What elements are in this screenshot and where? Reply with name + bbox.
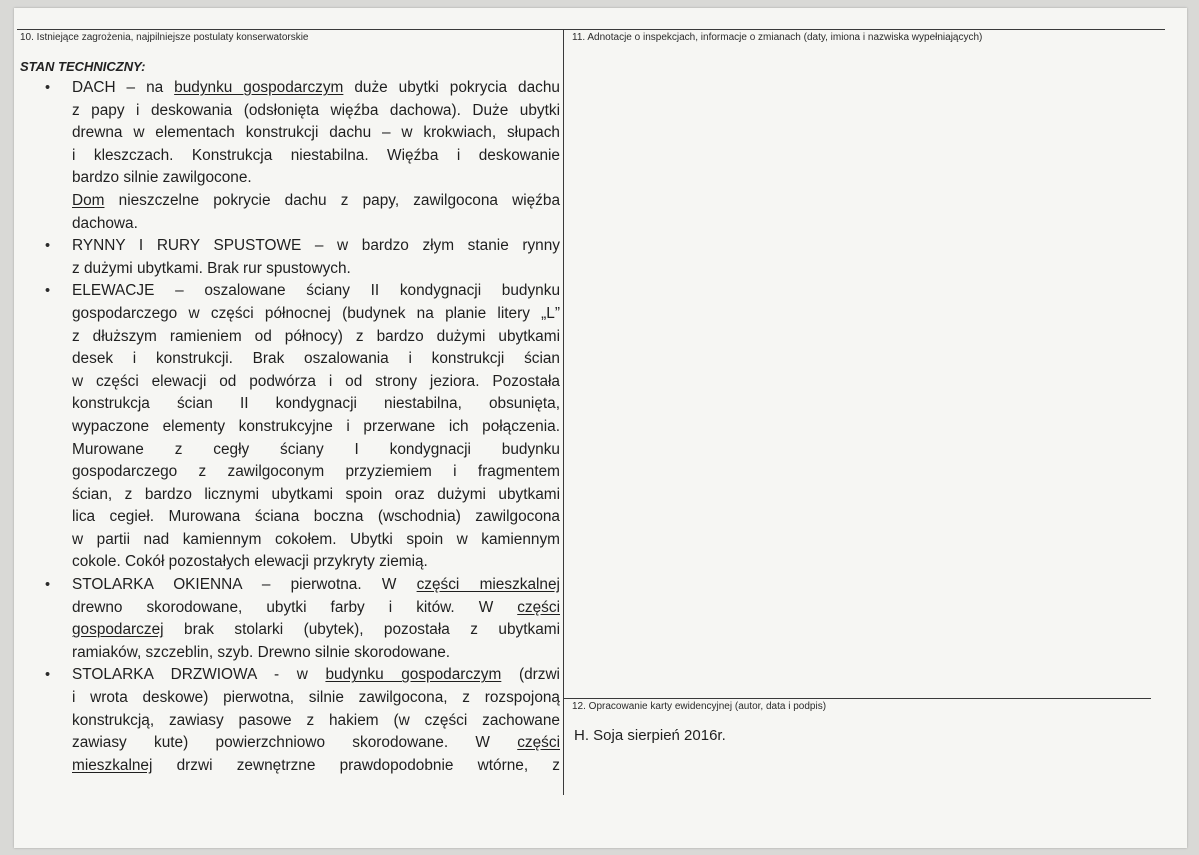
condition-item	[20, 280, 560, 574]
underlined-text: części	[517, 598, 560, 616]
text-segment: duże ubytki pokrycia dachu	[343, 79, 560, 96]
text-segment: drewna w elementach konstrukcji dachu – w krokwiach, słupach	[72, 124, 560, 142]
text-line	[72, 145, 560, 168]
text-segment: DACH – na	[72, 79, 175, 96]
text-segment: desek i konstrukcji. Brak oszalowania i konstrukcji ścian	[72, 350, 560, 368]
text-line	[72, 190, 560, 213]
text-line	[72, 371, 560, 394]
text-line	[72, 597, 560, 620]
underlined-text: Dom	[72, 191, 105, 209]
text-line	[72, 258, 560, 281]
text-segment: RYNNY I RURY SPUSTOWE – w bardzo złym stanie rynny	[72, 237, 560, 255]
underlined-text: części	[517, 734, 560, 752]
bullet-icon: •	[45, 667, 51, 684]
text-segment: ścian, z bardzo licznymi ubytkami spoin oraz dużymi ubytkami	[72, 485, 560, 503]
text-line	[72, 732, 560, 755]
text-segment: ELEWACJE – oszalowane ściany II kondygnacji budynku	[72, 282, 560, 300]
bullet-icon: •	[45, 283, 51, 300]
text-segment: z dużymi ubytkami. Brak rur spustowych.	[72, 259, 351, 277]
text-line	[72, 303, 560, 326]
condition-item	[20, 235, 560, 280]
text-line	[72, 642, 560, 665]
condition-item	[20, 574, 560, 664]
text-segment: gospodarczego z zawilgoconym przyziemiem i fragmentem	[72, 463, 560, 481]
text-line	[72, 574, 560, 597]
text-segment: dachowa.	[72, 214, 138, 232]
text-line	[72, 280, 560, 303]
text-line	[72, 77, 560, 100]
underlined-text: budynku gospodarczym	[325, 666, 502, 684]
text-line	[72, 484, 560, 507]
text-segment: zawiasy kute) powierzchniowo skorodowane. W	[72, 734, 518, 752]
text-line	[72, 348, 560, 371]
text-segment: wypaczone elementy konstrukcyjne i przerwane ich połączenia.	[72, 417, 560, 435]
text-line	[72, 687, 560, 710]
text-segment: Murowane z cegły ściany I kondygnacji budynku	[72, 440, 560, 458]
text-segment: bardzo silnie zawilgocone.	[72, 169, 252, 187]
text-line	[72, 551, 560, 574]
text-segment: cokole. Cokół pozostałych elewacji przykryty ziemią.	[72, 553, 428, 571]
text-segment: drzwi zewnętrzne prawdopodobnie wtórne, z	[152, 756, 560, 774]
bullet-icon: •	[45, 577, 51, 594]
text-line	[72, 235, 560, 258]
text-line	[72, 710, 560, 733]
underlined-text: części mieszkalnej	[416, 576, 560, 594]
text-segment: z papy i deskowania (odsłonięta więźba dachowa). Duże ubytki	[72, 101, 560, 119]
section-12-label: 12. Opracowanie karty ewidencyjnej (autor, data i podpis)	[572, 701, 827, 712]
text-segment: w części elewacji od podwórza i od strony jeziora. Pozostała	[72, 372, 560, 390]
top-rule	[17, 29, 1165, 30]
text-segment: w partii nad kamiennym cokołem. Ubytki spoin w kamiennym	[72, 530, 560, 548]
underlined-text: budynku gospodarczym	[174, 79, 344, 96]
text-segment: STOLARKA OKIENNA – pierwotna. W	[72, 576, 417, 594]
text-segment: konstrukcja ścian II kondygnacji niestabilna, obsunięta,	[72, 395, 560, 413]
text-segment: i kleszczach. Konstrukcja niestabilna. Więźba i deskowanie	[72, 146, 560, 164]
section-11-label: 11. Adnotacje o inspekcjach, informacje o zmianach (daty, imiona i nazwiska wypełniających)	[572, 32, 983, 43]
text-segment: drewno skorodowane, ubytki farby i kitów. W	[72, 598, 518, 616]
technical-condition-heading: STAN TECHNICZNY:	[20, 59, 146, 74]
text-segment: lica cegieł. Murowana ściana boczna (wschodnia) zawilgocona	[72, 508, 560, 526]
text-segment: z dłuższym ramieniem od północy) z bardzo dużymi ubytkami	[72, 327, 560, 345]
text-line	[72, 100, 560, 123]
text-segment: konstrukcją, zawiasy pasowe z hakiem (w części zachowane	[72, 711, 560, 729]
text-segment: STOLARKA DRZWIOWA - w	[72, 666, 326, 684]
text-line	[72, 529, 560, 552]
text-line	[72, 439, 560, 462]
text-line	[72, 619, 560, 642]
text-segment: i wrota deskowe) pierwotna, silnie zawilgocona, z rozspojoną	[72, 689, 560, 707]
text-segment: nieszczelne pokrycie dachu z papy, zawilgocona więźba	[104, 191, 560, 209]
text-line	[72, 664, 560, 687]
author-signature: H. Soja sierpień 2016r.	[574, 727, 726, 744]
text-line	[72, 122, 560, 145]
section-12-rule	[563, 698, 1151, 699]
text-segment: gospodarczego w części północnej (budynek na planie litery „L”	[72, 304, 560, 322]
underlined-text: gospodarczej	[72, 621, 164, 639]
text-line	[72, 167, 560, 190]
text-line	[72, 213, 560, 236]
text-line	[72, 461, 560, 484]
column-divider	[563, 29, 564, 795]
text-line	[72, 506, 560, 529]
text-line	[72, 326, 560, 349]
condition-item	[20, 77, 560, 235]
text-segment: (drzwi	[501, 666, 560, 684]
bullet-icon: •	[45, 80, 51, 96]
underlined-text: mieszkalnej	[72, 756, 153, 774]
text-line	[72, 416, 560, 439]
text-segment: brak stolarki (ubytek), pozostała z ubytkami	[163, 621, 560, 639]
text-line	[72, 755, 560, 778]
text-segment: ramiaków, szczeblin, szyb. Drewno silnie skorodowane.	[72, 643, 451, 661]
bullet-icon: •	[45, 238, 51, 255]
condition-item	[20, 664, 560, 777]
technical-condition-list	[20, 77, 560, 777]
text-line	[72, 393, 560, 416]
section-10-label: 10. Istniejące zagrożenia, najpilniejsze postulaty konserwatorskie	[20, 32, 309, 43]
